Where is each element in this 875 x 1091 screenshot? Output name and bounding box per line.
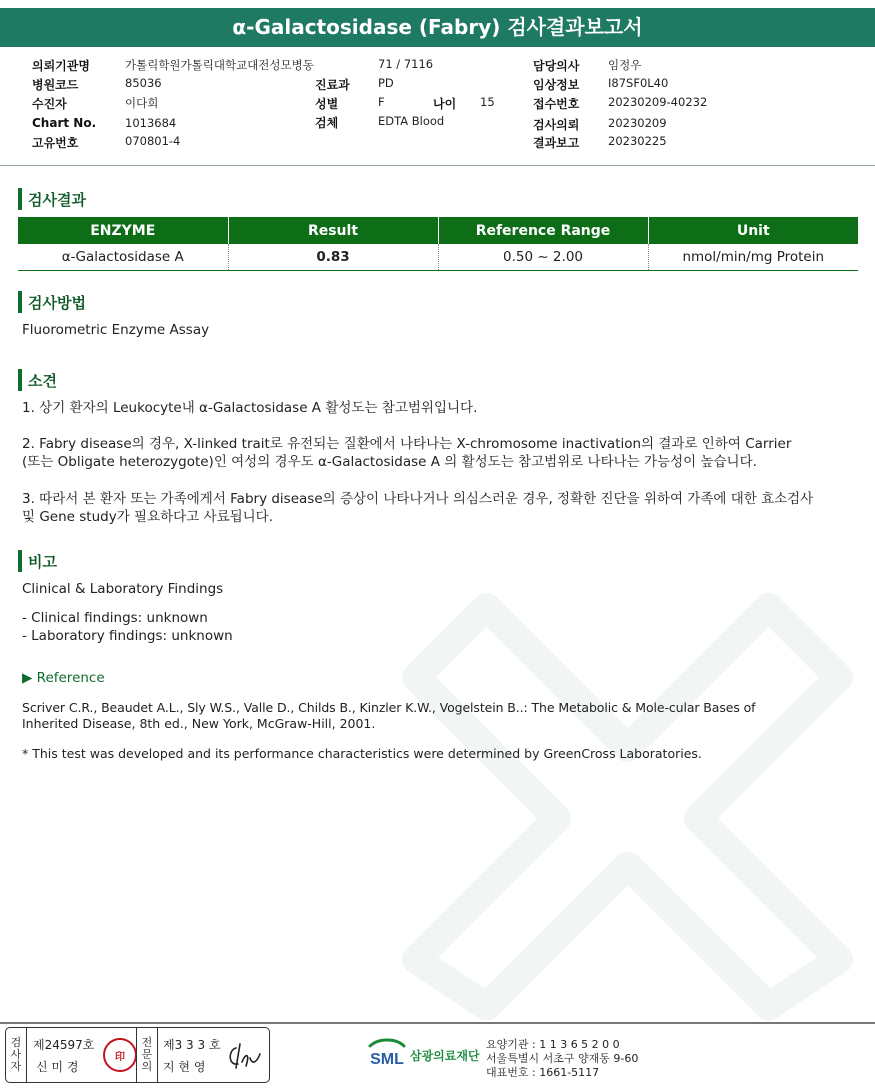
section-result	[18, 187, 86, 211]
value-report-date: 20230225	[608, 134, 667, 148]
label-institution: 의뢰기관명	[32, 59, 90, 73]
value-clinical-info: I87SF0L40	[608, 76, 669, 90]
value-receipt-no: 20230209-40232	[608, 95, 708, 109]
signature-mark	[226, 1040, 262, 1072]
value-request-date: 20230209	[608, 116, 667, 130]
header-divider	[0, 165, 875, 166]
signature-box	[5, 1027, 270, 1083]
footer-divider	[0, 1022, 875, 1024]
disclaimer-note: * This test was developed and its performance characteristics were determined by GreenCross Laboratories.	[22, 746, 702, 761]
phone-number: 대표번호 : 1661-5117	[486, 1066, 600, 1079]
value-institution: 가톨릭학원가톨릭대학교대전성모병동	[125, 58, 314, 72]
opinion-line: 1. 상기 환자의 Leukocyte내 α-Galactosidase A 활성도는 참고범위입니다.	[22, 400, 478, 416]
column-header: ENZYME	[18, 217, 228, 244]
specialist-license: 제3 3 3 호	[163, 1038, 221, 1052]
remarks-heading: Clinical & Laboratory Findings	[22, 581, 224, 597]
label-receipt-no: 접수번호	[533, 97, 580, 111]
examiner-name: 신 미 경	[36, 1060, 79, 1074]
specialist-name: 지 현 영	[163, 1060, 206, 1074]
reference-citation: Inherited Disease, 8th ed., New York, McGraw-Hill, 2001.	[22, 716, 376, 731]
value-doctor: 임정우	[608, 58, 642, 72]
reference-citation: Scriver C.R., Beaudet A.L., Sly W.S., Valle D., Childs B., Kinzler K.W., Vogelstein B..: The Metabolic & Mole-cular Bases of	[22, 700, 756, 715]
facility-code: 요양기관 : 1 1 3 6 5 2 0 0	[486, 1038, 620, 1051]
section-title: 비고	[28, 552, 57, 571]
section-method	[18, 290, 86, 314]
opinion-line: 3. 따라서 본 환자 또는 가족에게서 Fabry disease의 증상이 나타나거나 의심스러운 경우, 정확한 진단을 위하여 가족에 대한 효소검사	[22, 491, 814, 507]
label-specialist: 전 문 의	[136, 1028, 158, 1082]
column-header: Result	[228, 217, 438, 244]
section-title: 검사결과	[28, 190, 86, 209]
value-department: PD	[378, 76, 394, 90]
label-report-date: 결과보고	[533, 136, 580, 150]
column-header: Unit	[648, 217, 858, 244]
label-examiner: 검 사 자	[6, 1028, 27, 1082]
opinion-line: 2. Fabry disease의 경우, X-linked trait로 유전되는 질환에서 나타나는 X-chromosome inactivation의 결과로 인하여 Carrier	[22, 436, 792, 452]
remarks-item: - Laboratory findings: unknown	[22, 628, 233, 644]
label-clinical-info: 임상정보	[533, 78, 580, 92]
examiner-license: 제24597호	[33, 1038, 95, 1052]
section-marker	[18, 550, 22, 572]
cell-reference-range: 0.50 ~ 2.00	[438, 244, 648, 271]
reference-heading: ▶ Reference	[22, 670, 105, 686]
label-chart-no: Chart No.	[32, 116, 97, 130]
table-header-row	[18, 217, 858, 244]
value-chart-no: 1013684	[125, 116, 177, 130]
cell-unit: nmol/min/mg Protein	[648, 244, 858, 271]
opinion-line: 및 Gene study가 필요하다고 사료됩니다.	[22, 509, 274, 525]
column-header: Reference Range	[438, 217, 648, 244]
section-marker	[18, 291, 22, 313]
label-request-date: 검사의뢰	[533, 118, 580, 132]
label-department: 진료과	[315, 78, 350, 92]
label-specimen: 검체	[315, 116, 339, 130]
sml-logo-icon	[366, 1036, 408, 1070]
value-sex: F	[378, 95, 385, 109]
value-specimen: EDTA Blood	[378, 114, 445, 128]
label-age: 나이	[433, 97, 457, 111]
section-title: 검사방법	[28, 293, 86, 312]
table-row	[18, 244, 858, 271]
section-opinion	[18, 368, 57, 392]
label-sex: 성별	[315, 97, 339, 111]
remarks-item: - Clinical findings: unknown	[22, 610, 208, 626]
section-marker	[18, 188, 22, 210]
label-patient: 수진자	[32, 97, 67, 111]
result-table	[18, 217, 858, 271]
value-unique-no: 070801-4	[125, 134, 181, 148]
value-ward: 71 / 7116	[378, 57, 434, 71]
section-remarks	[18, 549, 57, 573]
section-title: 소견	[28, 371, 57, 390]
page-title: α-Galactosidase (Fabry) 검사결과보고서	[0, 8, 875, 47]
watermark-logo	[380, 560, 875, 1030]
value-hospital-code: 85036	[125, 76, 162, 90]
address: 서울특별시 서초구 양재동 9-60	[486, 1052, 639, 1065]
label-hospital-code: 병원코드	[32, 78, 79, 92]
opinion-line: (또는 Obligate heterozygote)인 여성의 경우도 α-Galactosidase A 의 활성도는 참고범위로 나타나는 가능성이 높습니다.	[22, 454, 757, 470]
org-name: 삼광의료재단	[410, 1049, 480, 1063]
seal-stamp: 印	[103, 1038, 137, 1072]
value-patient: 이다희	[125, 96, 159, 110]
label-doctor: 담당의사	[533, 59, 580, 73]
cell-enzyme: α-Galactosidase A	[18, 244, 228, 271]
section-marker	[18, 369, 22, 391]
method-text: Fluorometric Enzyme Assay	[22, 322, 210, 338]
label-unique-no: 고유번호	[32, 136, 79, 150]
logo-text: SML	[370, 1051, 404, 1068]
value-age: 15	[480, 95, 495, 109]
cell-result: 0.83	[228, 244, 438, 271]
